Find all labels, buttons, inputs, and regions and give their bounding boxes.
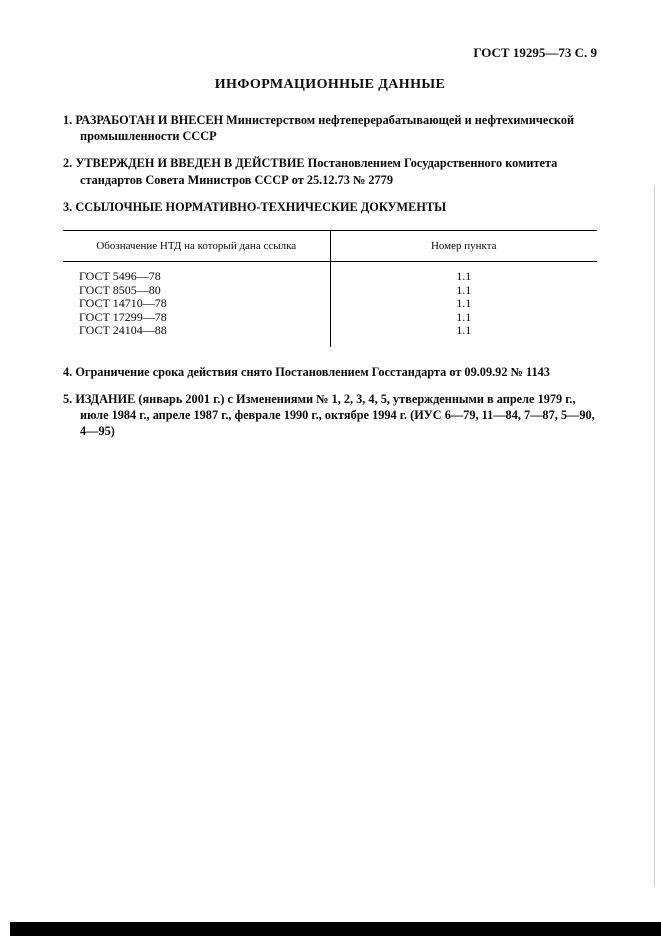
item-4-text: Ограничение срока действия снято Постановлением Госстандарта от 09.09.92 № 1143: [75, 364, 550, 379]
item-3: [63, 199, 597, 215]
scan-edge-right: [654, 186, 655, 886]
table-row: [63, 324, 597, 347]
item-4: [63, 364, 597, 380]
item-4-number: 4.: [63, 364, 73, 379]
item-1: [63, 112, 597, 144]
table-row: [63, 284, 597, 298]
scan-edge-bottom: [10, 922, 661, 936]
ntd-designation: ГОСТ 17299—78: [63, 311, 330, 325]
point-number: 1.1: [456, 282, 472, 297]
ntd-designation: ГОСТ 14710—78: [63, 297, 330, 311]
item-1-text: РАЗРАБОТАН И ВНЕСЕН Министерством нефтеперерабатывающей и нефтехимической промышленности СССР: [75, 113, 575, 144]
item-5-text: ИЗДАНИЕ (январь 2001 г.) с Изменениями № 1, 2, 3, 4, 5, утвержденными в апреле 1979 г., июле 1984 г., апреле 1987 г., феврале 1990 г., октябре 1994 г. (ИУС 6—79, 11—84, 7—87, 5—90, 4—95): [75, 391, 595, 439]
ntd-reference-table: [63, 230, 597, 347]
point-number: 1.1: [456, 296, 472, 311]
ntd-designation: ГОСТ 8505—80: [63, 284, 330, 298]
point-number: 1.1: [456, 323, 472, 338]
table-row: [63, 297, 597, 311]
item-2-text: УТВЕРЖДЕН И ВВЕДЕН В ДЕЙСТВИЕ Постановлением Государственного комитета стандартов Совета Министров СССР от 25.12.73 № 2779: [75, 156, 558, 187]
table-row: [63, 262, 597, 284]
ntd-designation: ГОСТ 24104—88: [63, 324, 330, 347]
item-5: [63, 391, 597, 440]
item-2-number: 2.: [63, 156, 73, 171]
table-header-designation: Обозначение НТД на который дана ссылка: [63, 231, 330, 262]
table-header-row: [63, 231, 597, 262]
ntd-designation: ГОСТ 5496—78: [63, 262, 330, 284]
item-5-number: 5.: [63, 391, 73, 406]
ntd-table-body: [63, 262, 597, 347]
item-2: [63, 155, 597, 187]
page-title: ИНФОРМАЦИОННЫЕ ДАННЫЕ: [214, 77, 446, 92]
table-header-point-number: Номер пункта: [330, 231, 597, 262]
point-number: 1.1: [456, 309, 472, 324]
item-3-number: 3.: [63, 199, 73, 214]
ntd-table-head: [63, 231, 597, 262]
page-header-gost-number: ГОСТ 19295—73 С. 9: [473, 45, 597, 60]
table-row: [63, 311, 597, 325]
point-number: 1.1: [456, 269, 472, 284]
item-1-number: 1.: [63, 113, 73, 127]
page-content: [0, 0, 661, 439]
item-3-text: ССЫЛОЧНЫЕ НОРМАТИВНО-ТЕХНИЧЕСКИЕ ДОКУМЕНТЫ: [75, 199, 447, 214]
